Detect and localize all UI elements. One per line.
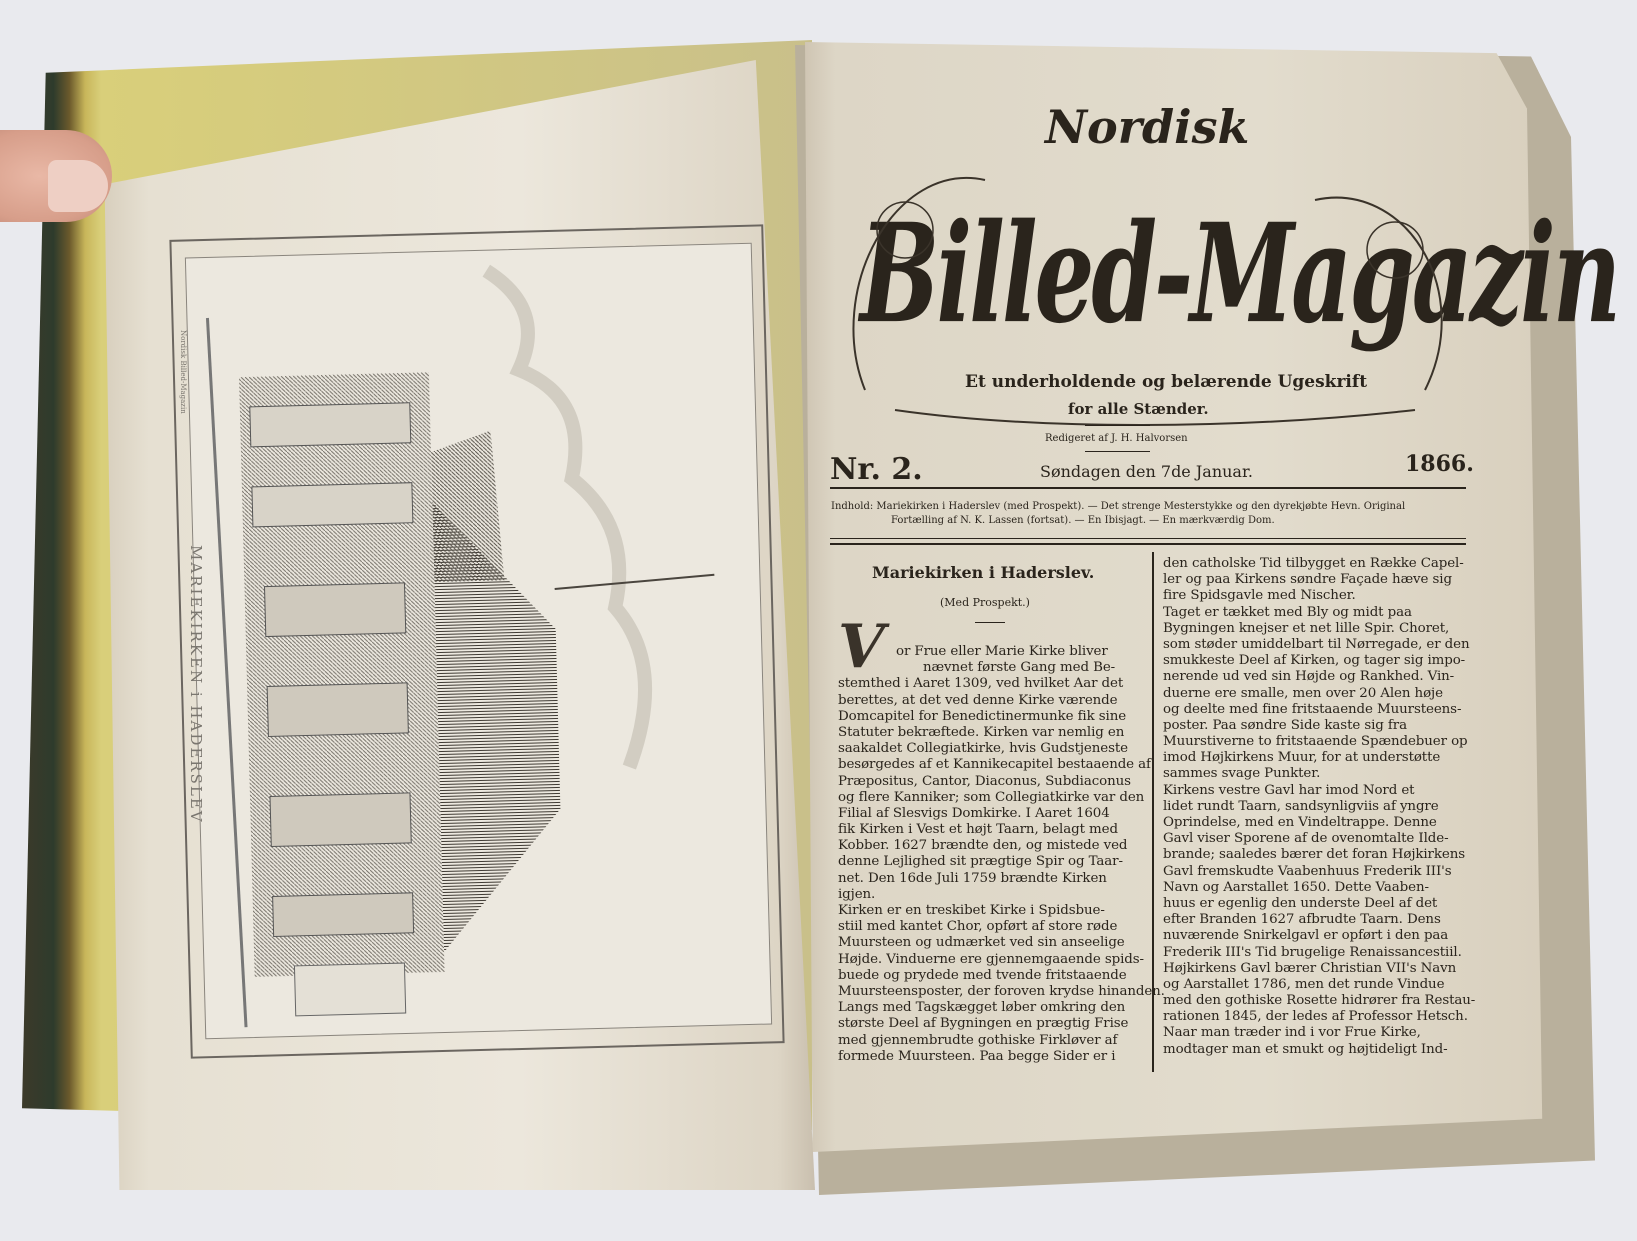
text-line: Oprindelse, med en Vindeltrappe. Denne	[1163, 815, 1437, 830]
text-line: efter Branden 1627 afbrudte Taarn. Dens	[1163, 912, 1441, 928]
text-line: Kirkens vestre Gavl har imod Nord et	[1163, 782, 1415, 798]
text-line: igjen.	[838, 886, 876, 902]
text-line: rationen 1845, der ledes af Professor Hetsch.	[1163, 1009, 1468, 1025]
divider	[1085, 425, 1150, 426]
engraving-source-text: Nordisk Billed-Magazin	[179, 330, 187, 414]
text-line: Taget er tækket med Bly og midt paa	[1163, 604, 1412, 620]
text-line: Højkirkens Gavl bærer Christian VII's Navn	[1163, 960, 1457, 976]
text-line: smukkeste Deel af Kirken, og tager sig impo-	[1163, 653, 1466, 669]
divider	[830, 543, 1466, 545]
text-line: buede og prydede med tvende fritstaaende	[838, 967, 1127, 983]
text-line: Gavl viser Sporene af de ovenomtalte Ilde-	[1163, 831, 1449, 847]
church-illustration	[186, 244, 771, 1039]
issue-number: Nr. 2.	[830, 452, 923, 487]
text-line: med den gothiske Rosette hidrører fra Restau-	[1163, 993, 1476, 1009]
issue-year: 1866.	[1405, 451, 1474, 477]
text-line: stiil med kantet Chor, opført af store røde	[838, 919, 1118, 935]
text-line: Frederik III's Tid brugelige Renaissancestiil.	[1163, 944, 1462, 960]
text-line: og Aarstallet 1786, men det runde Vindue	[1163, 976, 1445, 992]
divider	[830, 487, 1466, 489]
text-line: ler og paa Kirkens søndre Façade hæve sig	[1163, 572, 1452, 588]
text-line: brande; saaledes bærer det foran Højkirkens	[1163, 847, 1465, 863]
text-line: Langs med Tagskægget løber omkring den	[838, 1000, 1126, 1016]
article-title: Mariekirken i Haderslev.	[872, 563, 1095, 582]
text-line: nuværende Snirkelgavl er opført i den paa	[1163, 928, 1449, 944]
text-line: duerne ere smalle, men over 20 Alen høje	[1163, 685, 1443, 701]
contents-line-2: Fortælling af N. K. Lassen (fortsat). — En Ibisjagt. — En mærkværdig Dom.	[891, 515, 1275, 526]
text-line: besørgedes af et Kannikecapitel bestaaende af	[838, 757, 1151, 773]
contents-label: Indhold:	[831, 501, 874, 512]
divider	[1085, 451, 1150, 452]
text-line: nerende ud ved sin Højde og Rankhed. Vin-	[1163, 669, 1455, 685]
divider	[975, 622, 1005, 623]
text-line: Naar man træder ind i vor Frue Kirke,	[1163, 1025, 1421, 1041]
text-line: imod Højkirkens Muur, for at understøtte	[1163, 750, 1441, 766]
text-line: fik Kirken i Vest et højt Taarn, belagt med	[838, 822, 1118, 838]
text-line: største Deel af Bygningen en prægtig Frise	[838, 1016, 1129, 1032]
text-line: Domcapitel for Benedictinermunke fik sine	[838, 708, 1127, 724]
text-line: Bygningen knejser et net lille Spir. Choret,	[1163, 620, 1450, 636]
text-line: sammes svage Punkter.	[1163, 766, 1321, 782]
text-line: huus er egenlig den underste Deel af det	[1163, 895, 1438, 911]
thumbnail	[48, 160, 108, 212]
text-line: lidet rundt Taarn, sandsynligviis af yngre	[1163, 798, 1439, 814]
editor-line: Redigeret af J. H. Halvorsen	[1045, 433, 1188, 444]
article-subtitle: (Med Prospekt.)	[940, 596, 1030, 609]
contents	[831, 500, 1405, 528]
text-line: Præpositus, Cantor, Diaconus, Subdiaconus	[838, 773, 1131, 789]
text-line: formede Muursteen. Paa begge Sider er i	[838, 1048, 1116, 1064]
issue-date: Søndagen den 7de Januar.	[1040, 462, 1253, 481]
contents-line-1: Mariekirken i Haderslev (med Prospekt). — Det strenge Mesterstykke og den dyrekjøbte Hevn. Original	[876, 501, 1406, 512]
church-engraving	[185, 243, 772, 1040]
text-line: Muursteensposter, der foroven krydse hinanden.	[838, 983, 1165, 999]
text-line: og flere Kanniker; som Collegiatkirke var den	[838, 789, 1145, 805]
text-line: den catholske Tid tilbygget en Række Capel-	[1163, 556, 1464, 571]
masthead-title-top: Nordisk	[1045, 100, 1250, 154]
text-line: Højde. Vinduerne ere gjennemgaaende spids-	[838, 951, 1144, 967]
text-line: fire Spidsgavle med Nischer.	[1163, 588, 1356, 604]
text-line: saakaldet Collegiatkirke, hvis Gudstjeneste	[838, 741, 1128, 757]
text-line: Muurstiverne to fritstaaende Spændebuer op	[1163, 734, 1468, 750]
text-line: Muursteen og udmærket ved sin anseelige	[838, 935, 1125, 951]
text-line: poster. Paa søndre Side kaste sig fra	[1163, 717, 1407, 733]
drop-cap: V	[838, 612, 885, 682]
article-column-2	[1163, 556, 1475, 1058]
text-line: nævnet første Gang med Be-	[923, 660, 1116, 676]
text-line: stemthed i Aaret 1309, ved hvilket Aar det	[838, 676, 1124, 692]
masthead-subtitle: Et underholdende og belærende Ugeskrift	[965, 372, 1368, 392]
masthead-subtitle-2: for alle Stænder.	[1068, 400, 1209, 418]
text-line: og deelte med fine fritstaaende Muursteens-	[1163, 701, 1462, 717]
text-line: Navn og Aarstallet 1650. Dette Vaaben-	[1163, 879, 1429, 895]
engraving-caption: MARIEKIRKEN i HADERSLEV	[187, 545, 205, 824]
masthead-title: Billed-Magazin	[860, 195, 1619, 355]
divider	[830, 538, 1466, 539]
text-line: med gjennembrudte gothiske Firkløver af	[838, 1032, 1118, 1048]
text-line: net. Den 16de Juli 1759 brændte Kirken	[838, 870, 1107, 886]
text-line: modtager man et smukt og højtideligt Ind-	[1163, 1041, 1448, 1057]
article-column-1	[838, 644, 1165, 1065]
text-line: som støder umiddelbart til Nørregade, er den	[1163, 636, 1470, 652]
text-line: Kobber. 1627 brændte den, og mistede ved	[838, 838, 1128, 854]
text-line: Gavl fremskudte Vaabenhuus Frederik III's	[1163, 863, 1452, 879]
text-line: denne Lejlighed sit prægtige Spir og Taar-	[838, 854, 1123, 870]
text-line: or Frue eller Marie Kirke bliver	[896, 644, 1108, 659]
text-line: Statuter bekræftede. Kirken var nemlig en	[838, 724, 1125, 740]
text-line: berettes, at det ved denne Kirke værende	[838, 692, 1118, 708]
text-line: Filial af Slesvigs Domkirke. I Aaret 1604	[838, 805, 1110, 821]
text-line: Kirken er en treskibet Kirke i Spidsbue-	[838, 903, 1105, 918]
